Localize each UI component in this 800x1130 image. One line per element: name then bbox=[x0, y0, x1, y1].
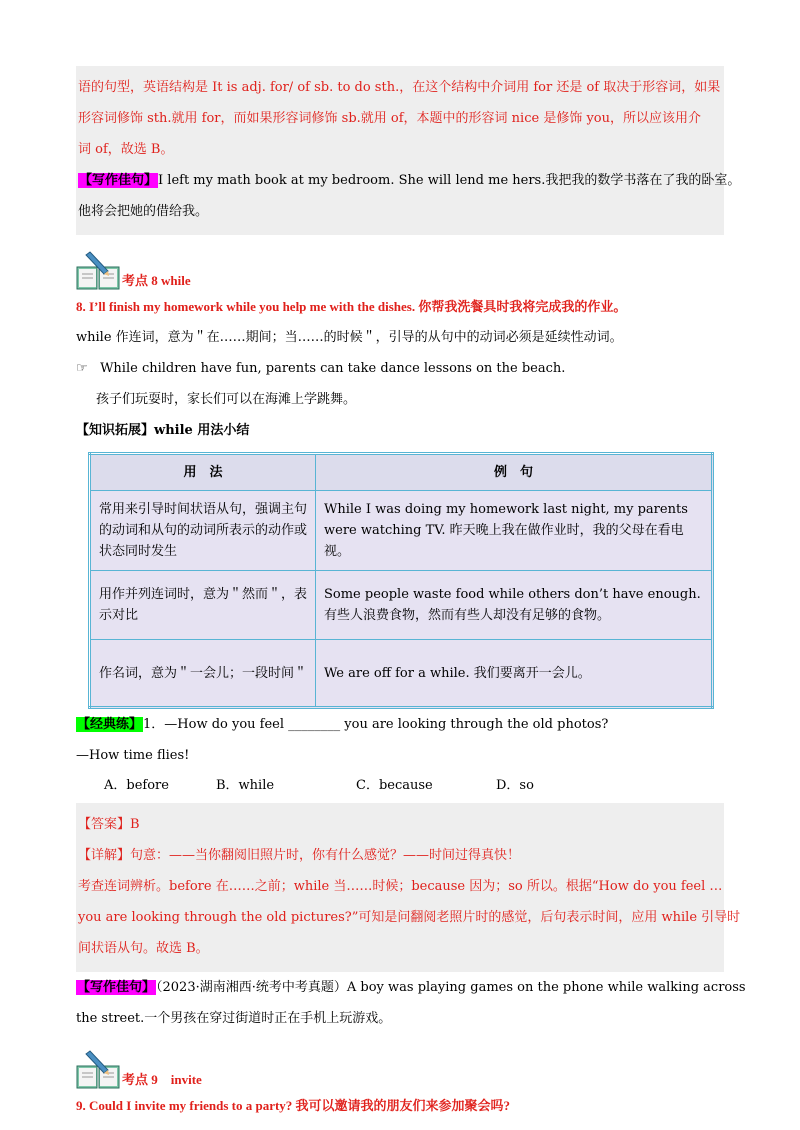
answer-line: 【答案】B bbox=[78, 817, 140, 832]
point8-title: 考点 8 while bbox=[122, 273, 191, 288]
book-pencil-icon bbox=[76, 251, 120, 291]
writing-text-line2: the street.一个男孩在穿过街道时正在手机上玩游戏。 bbox=[76, 1011, 392, 1026]
prev-explanation-line: 词 of，故选 B。 bbox=[78, 142, 174, 157]
prev-explanation-box bbox=[76, 66, 741, 235]
point9-sentence: 9. Could I invite my friends to a party? 我可以邀请我的朋友们来参加聚会吗? bbox=[76, 1098, 511, 1113]
writing-sentence-2 bbox=[76, 972, 746, 1003]
exercise-tag: 【经典练】 bbox=[77, 717, 143, 732]
option-a: A．before bbox=[104, 778, 169, 793]
point9-title: 考点 9 invite bbox=[122, 1072, 202, 1087]
explanation-line: 间状语从句。故选 B。 bbox=[78, 941, 209, 956]
exercise-question bbox=[76, 709, 724, 740]
point8-heading bbox=[76, 245, 724, 291]
point8-example bbox=[76, 353, 724, 384]
table-row bbox=[90, 571, 713, 640]
pointing-hand-icon: ☞ bbox=[76, 361, 88, 376]
answer-box bbox=[76, 803, 741, 972]
exercise-options bbox=[76, 771, 724, 801]
explanation-line: 考查连词辨析。before 在……之前；while 当……时候；because 因为；so 所以。根据“How do you feel … bbox=[78, 879, 723, 894]
writing-text: I left my math book at my bedroom. She will lend me hers.我把我的数学书落在了我的卧室。 bbox=[158, 173, 741, 188]
table-row bbox=[90, 640, 713, 708]
writing-tag: 【写作佳句】 bbox=[79, 173, 158, 188]
example-cell: We are off for a while. 我们要离开一会儿。 bbox=[316, 640, 713, 708]
book-pencil-icon bbox=[76, 1050, 120, 1090]
writing-tag: 【写作佳句】 bbox=[77, 980, 156, 995]
example-cell: Some people waste food while others don’t have enough. 有些人浪费食物，然而有些人却没有足够的食物。 bbox=[316, 571, 713, 640]
usage-cell: 作名词，意为＂一会儿；一段时间＂ bbox=[90, 640, 316, 708]
point8-sentence: 8. I’ll finish my homework while you help me with the dishes. 你帮我洗餐具时我将完成我的作业。 bbox=[76, 299, 627, 314]
usage-cell: 用作并列连词时，意为＂然而＂，表示对比 bbox=[90, 571, 316, 640]
prev-explanation-line: 形容词修饰 sth.就用 for，而如果形容词修饰 sb.就用 of，本题中的形容词 nice 是修饰 you，所以应该用介 bbox=[78, 111, 701, 126]
while-usage-table bbox=[88, 452, 714, 709]
explanation-line: you are looking through the old pictures?”可知是问翻阅老照片时的感觉，后句表示时间，应用 while 引导时 bbox=[78, 910, 741, 925]
point8-description: while 作连词，意为＂在……期间；当……的时候＂，引导的从句中的动词必须是延续性动词。 bbox=[76, 330, 623, 345]
option-d: D．so bbox=[496, 778, 534, 793]
table-header-usage: 用 法 bbox=[90, 454, 316, 491]
example-english: While children have fun, parents can take dance lessons on the beach. bbox=[100, 361, 566, 376]
usage-cell: 常用来引导时间状语从句，强调主句的动词和从句的动词所表示的动作或状态同时发生 bbox=[90, 491, 316, 571]
table-header-example: 例 句 bbox=[316, 454, 713, 491]
example-cell: While I was doing my homework last night, my parents were watching TV. 昨天晚上我在做作业时，我的父母在看电视。 bbox=[316, 491, 713, 571]
table-header-row bbox=[90, 454, 713, 491]
exercise-reply: —How time flies! bbox=[76, 748, 190, 763]
detail-line: 【详解】句意：——当你翻阅旧照片时，你有什么感觉？——时间过得真快！ bbox=[78, 848, 521, 863]
writing-sentence bbox=[78, 165, 741, 196]
option-b: B．while bbox=[216, 778, 275, 793]
exercise-question-text: 1．—How do you feel ________ you are looking through the old photos? bbox=[143, 717, 609, 732]
example-chinese: 孩子们玩耍时，家长们可以在海滩上学跳舞。 bbox=[96, 392, 357, 407]
point9-heading bbox=[76, 1044, 724, 1090]
writing-text-line2: 他将会把她的借给我。 bbox=[78, 204, 209, 219]
prev-explanation-line: 语的句型，英语结构是 It is adj. for/ of sb. to do sth.，在这个结构中介词用 for 还是 of 取决于形容词，如果 bbox=[78, 80, 721, 95]
writing-text: （2023·湖南湘西·统考中考真题）A boy was playing games on the phone while walking across bbox=[156, 980, 746, 995]
option-c: C．because bbox=[356, 778, 433, 793]
page bbox=[76, 66, 746, 1121]
table-row bbox=[90, 491, 713, 571]
extension-title: 【知识拓展】while 用法小结 bbox=[76, 423, 250, 438]
